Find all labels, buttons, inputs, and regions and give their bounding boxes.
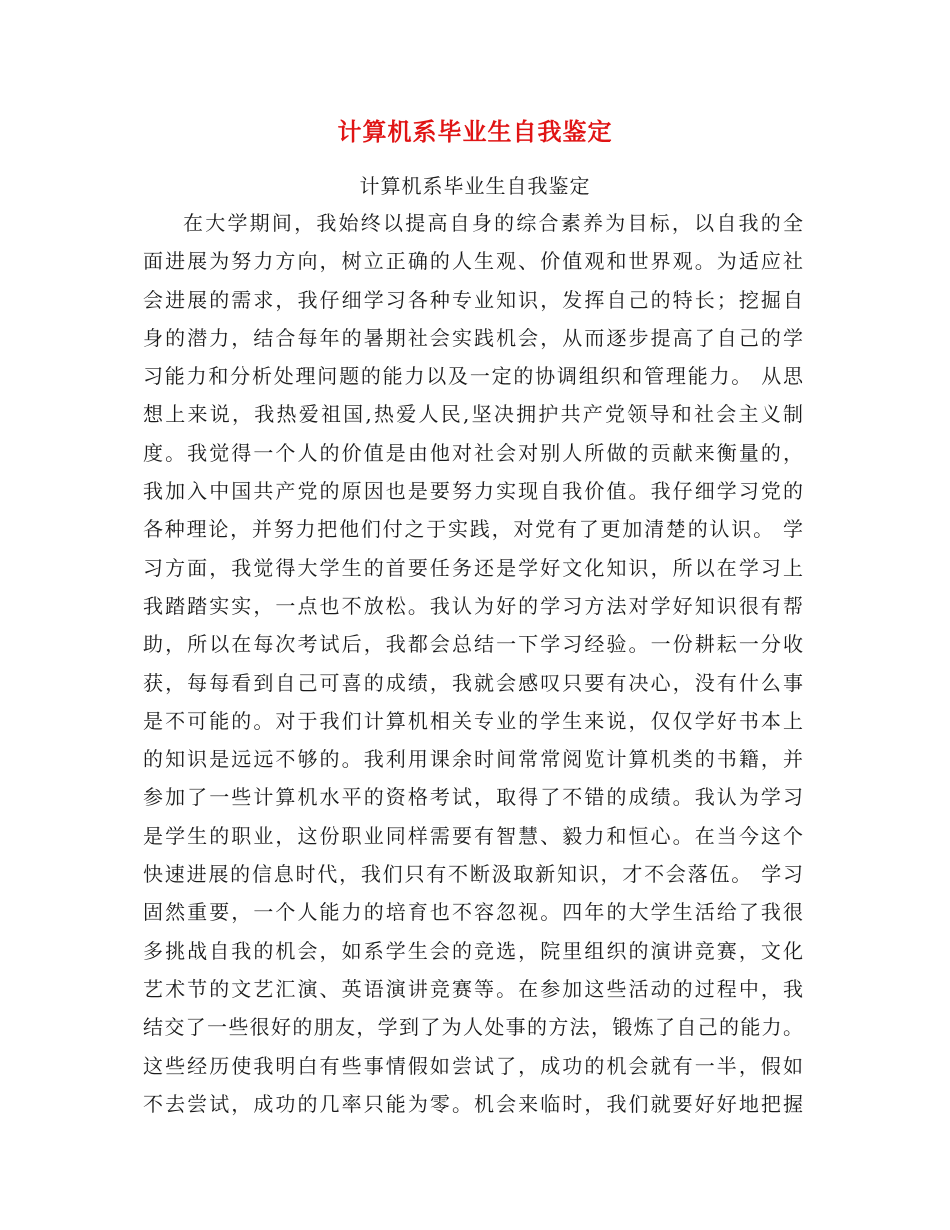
document-body bbox=[143, 204, 803, 1123]
body-text-line: 快速进展的信息时代，我们只有不断汲取新知识，才不会落伍。 学习 bbox=[143, 862, 803, 887]
body-text-line: 身的潜力，结合每年的暑期社会实践机会，从而逐步提高了自己的学 bbox=[143, 325, 803, 350]
body-text-line: 获，每每看到自己可喜的成绩，我就会感叹只要有决心，没有什么事 bbox=[143, 670, 803, 695]
body-text-line: 艺术节的文艺汇演、英语演讲竞赛等。在参加这些活动的过程中，我 bbox=[143, 976, 803, 1001]
body-text-line: 固然重要，一个人能力的培育也不容忽视。四年的大学生活给了我很 bbox=[143, 900, 803, 925]
body-text-line: 这些经历使我明白有些事情假如尝试了，成功的机会就有一半，假如 bbox=[143, 1053, 803, 1078]
document-subtitle: 计算机系毕业生自我鉴定 bbox=[359, 174, 591, 198]
body-text-line: 在大学期间，我始终以提高自身的综合素养为目标，以自我的全 bbox=[183, 211, 803, 235]
body-text-line: 结交了一些很好的朋友，学到了为人处事的方法，锻炼了自己的能力。 bbox=[143, 1015, 803, 1040]
body-text-line: 我踏踏实实，一点也不放松。我认为好的学习方法对学好知识很有帮 bbox=[143, 593, 803, 618]
body-text-line: 多挑战自我的机会，如系学生会的竞选，院里组织的演讲竞赛，文化 bbox=[143, 938, 803, 963]
body-text-line: 是学生的职业，这份职业同样需要有智慧、毅力和恒心。在当今这个 bbox=[143, 823, 803, 848]
body-text-line: 是不可能的。对于我们计算机相关专业的学生来说，仅仅学好书本上 bbox=[143, 708, 803, 733]
body-text-line: 助，所以在每次考试后，我都会总结一下学习经验。一份耕耘一分收 bbox=[143, 632, 803, 657]
body-text-line: 面进展为努力方向，树立正确的人生观、价值观和世界观。为适应社 bbox=[143, 249, 803, 274]
document-title: 计算机系毕业生自我鉴定 bbox=[337, 118, 613, 146]
body-text-line: 的知识是远远不够的。我利用课余时间常常阅览计算机类的书籍，并 bbox=[143, 747, 803, 772]
body-text-line: 习方面，我觉得大学生的首要任务还是学好文化知识，所以在学习上 bbox=[143, 555, 803, 580]
body-text-line: 想上来说，我热爱祖国,热爱人民,坚决拥护共产党领导和社会主义制 bbox=[143, 402, 803, 427]
body-text-line: 各种理论，并努力把他们付之于实践，对党有了更加清楚的认识。 学 bbox=[143, 517, 803, 542]
body-text-line: 度。我觉得一个人的价值是由他对社会对别人所做的贡献来衡量的， bbox=[143, 440, 803, 465]
body-text-line: 我加入中国共产党的原因也是要努力实现自我价值。我仔细学习党的 bbox=[143, 479, 803, 504]
body-text-line: 会进展的需求，我仔细学习各种专业知识，发挥自己的特长；挖掘自 bbox=[143, 287, 803, 312]
body-text-line: 参加了一些计算机水平的资格考试，取得了不错的成绩。我认为学习 bbox=[143, 785, 803, 810]
body-text-line: 不去尝试，成功的几率只能为零。机会来临时，我们就要好好地把握 bbox=[143, 1091, 803, 1116]
body-text-line: 习能力和分析处理问题的能力以及一定的协调组织和管理能力。 从思 bbox=[143, 364, 803, 389]
